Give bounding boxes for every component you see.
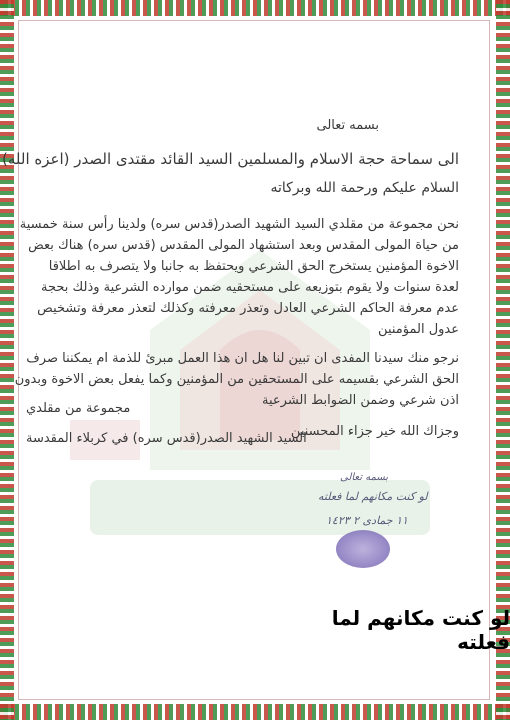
paragraph-line: عدول المؤمنين [378, 322, 459, 337]
paragraph-line: الاخوة المؤمنين يستخرج الحق الشرعي ويحتفظ به جانبا ولا يتصرف به اطلاقا [48, 259, 459, 274]
decorative-border-top [0, 0, 510, 16]
reply-date: ١١ جمادى ٢ ١٤٢٣ [326, 514, 408, 527]
signature-line: السيد الشهيد الصدر(قدس سره) في كربلاء المقدسة [26, 431, 307, 446]
reply-handwritten-bismillah: بسمه تعالى [340, 472, 389, 483]
paragraph-line: من حياة المولى المقدس وبعد استشهاد المولى المقدس (قدس سره) هناك بعض [28, 238, 459, 253]
paragraph-line: نرجو منك سيدنا المفدى ان تبين لنا هل ان هذا العمل مبرئ للذمة ام يمكننا صرف [26, 351, 459, 366]
paragraph-question-context [0, 214, 459, 340]
paragraph-line: الحق الشرعي بقسيمه على المستحقين من المؤمنين وكما يفعل بعض الاخوة وبدون [14, 372, 459, 387]
paragraph-line: نحن مجموعة من مقلدي السيد الشهيد الصدر(قدس سره) ولدينا رأس سنة خمسية [19, 217, 459, 232]
paragraph-line: لعدة سنوات ولا يقوم بتوزيعه على مستحقيه ضمن موارده الشرعية وذلك بحجة [41, 280, 459, 295]
greeting-line: السلام عليكم ورحمة الله وبركاته [270, 180, 459, 196]
bismillah-heading: بسمه تعالى [316, 118, 379, 133]
seal-stamp [336, 530, 390, 568]
signature-group: مجموعة من مقلدي [26, 401, 131, 416]
paragraph-line: اذن شرعي وضمن الضوابط الشرعية [262, 393, 459, 408]
paragraph-line: عدم معرفة الحاكم الشرعي العادل وتعذر معرفته وكذلك لتعذر معرفة وتشخيص [37, 301, 459, 316]
caption-ruling: لو كنت مكانهم لما فعلته [331, 606, 510, 654]
closing-line: وجزاك الله خير جزاء المحسنين [290, 424, 459, 439]
addressee-line: الى سماحة حجة الاسلام والمسلمين السيد القائد مقتدى الصدر (اعزه الله) [2, 150, 459, 168]
decorative-border-bottom [0, 704, 510, 720]
reply-handwritten-answer: لو كنت مكانهم لما فعلته [318, 490, 428, 503]
